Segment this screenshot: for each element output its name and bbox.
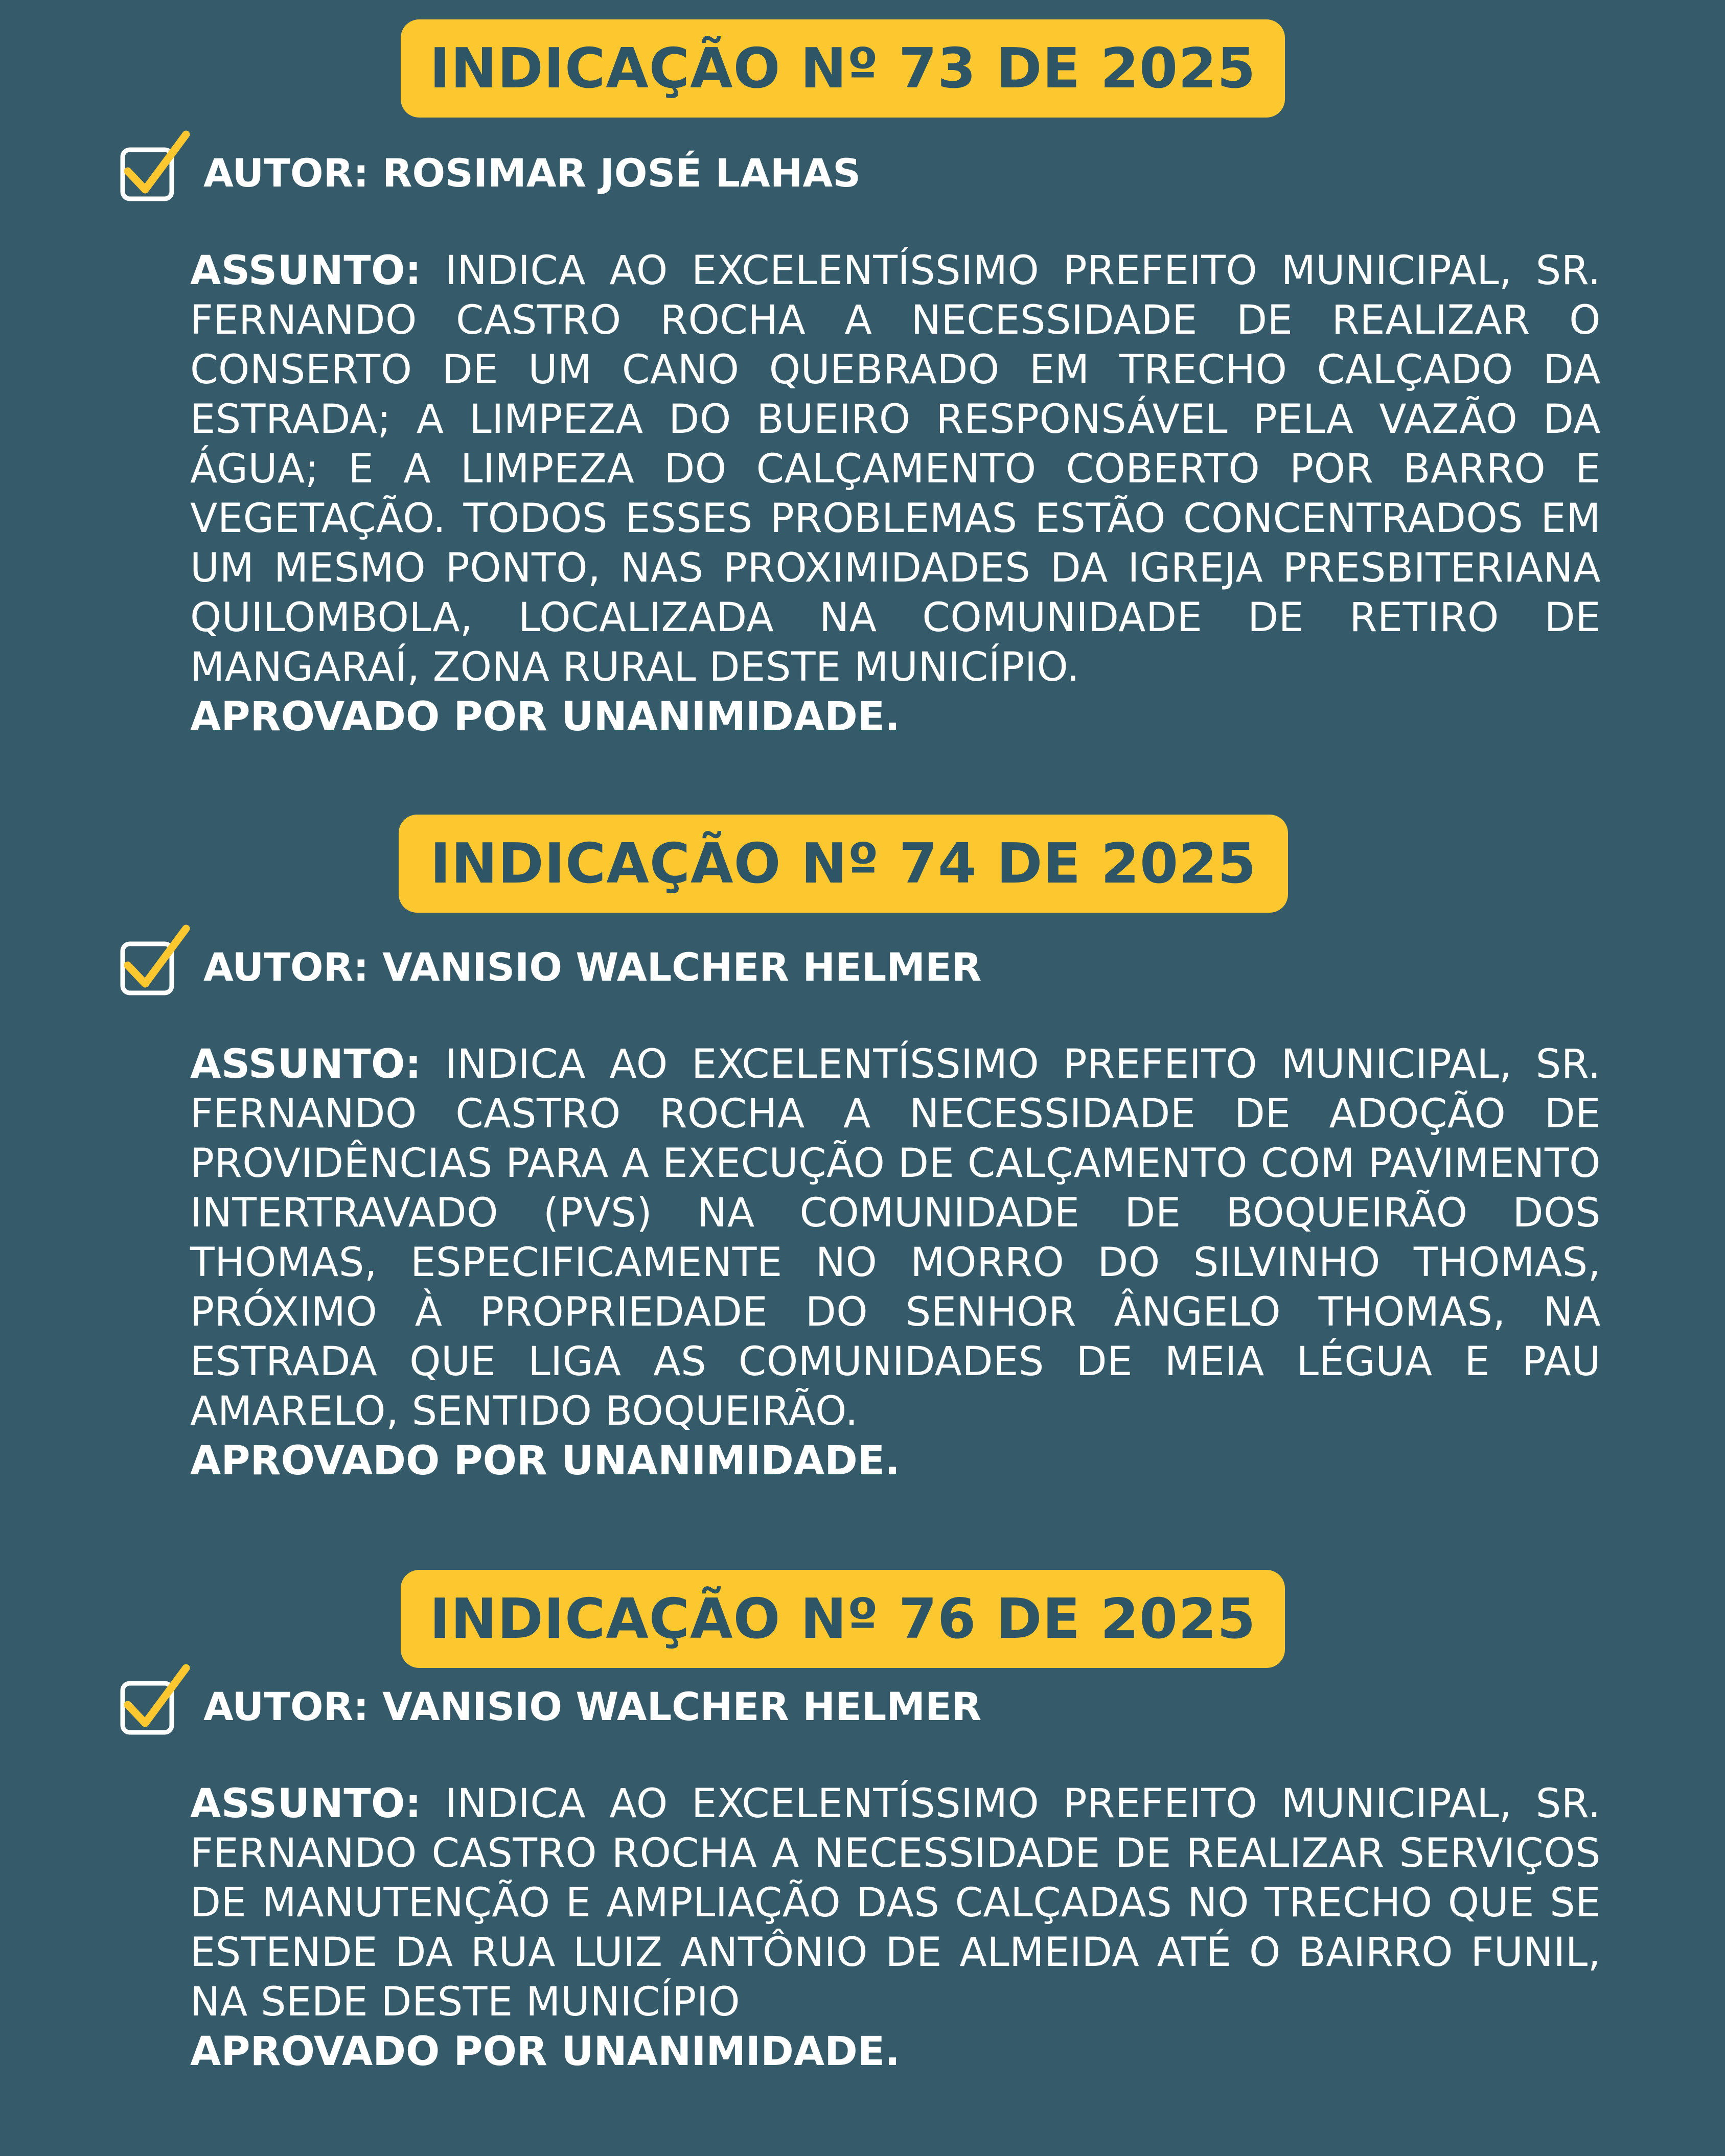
approval-status: APROVADO POR UNANIMIDADE. bbox=[190, 1438, 900, 1484]
subject-block bbox=[190, 1779, 1601, 2077]
author-name: AUTOR: ROSIMAR JOSÉ LAHAS bbox=[203, 150, 861, 196]
subject-label: ASSUNTO: bbox=[190, 1041, 422, 1087]
subject-label: ASSUNTO: bbox=[190, 248, 422, 294]
indication-title-pill bbox=[401, 19, 1285, 118]
subject-paragraph bbox=[190, 246, 1601, 692]
author-row bbox=[119, 936, 981, 998]
checkbox-check-icon bbox=[119, 923, 190, 1000]
author-row bbox=[119, 142, 861, 203]
subject-text: INDICA AO EXCELENTÍSSIMO PREFEITO MUNICIPAL, SR. FERNANDO CASTRO ROCHA A NECESSIDADE DE ADOÇÃO DE PROVIDÊNCIAS PARA A EXECUÇÃO DE CALÇAMENTO COM PAVIMENTO INTERTRAVADO (PVS) NA COMUNIDADE DE BOQUEIRÃO DOS THOMAS, ESPECIFICAMENTE NO MORRO DO SILVINHO THOMAS, PRÓXIMO À PROPRIEDADE DO SENHOR ÂNGELO THOMAS, NA ESTRADA QUE LIGA AS COMUNIDADES DE MEIA LÉGUA E PAU AMARELO, SENTIDO BOQUEIRÃO. bbox=[190, 1041, 1601, 1434]
subject-block bbox=[190, 246, 1601, 742]
subject-text: INDICA AO EXCELENTÍSSIMO PREFEITO MUNICIPAL, SR. FERNANDO CASTRO ROCHA A NECESSIDADE DE REALIZAR O CONSERTO DE UM CANO QUEBRADO EM TRECHO CALÇADO DA ESTRADA; A LIMPEZA DO BUEIRO RESPONSÁVEL PELA VAZÃO DA ÁGUA; E A LIMPEZA DO CALÇAMENTO COBERTO POR BARRO E VEGETAÇÃO. TODOS ESSES PROBLEMAS ESTÃO CONCENTRADOS EM UM MESMO PONTO, NAS PROXIMIDADES DA IGREJA PRESBITERIANA QUILOMBOLA, LOCALIZADA NA COMUNIDADE DE RETIRO DE MANGARAÍ, ZONA RURAL DESTE MUNICÍPIO. bbox=[190, 248, 1601, 690]
subject-label: ASSUNTO: bbox=[190, 1781, 422, 1827]
indication-title: INDICAÇÃO Nº 73 DE 2025 bbox=[429, 36, 1256, 101]
subject-paragraph bbox=[190, 1040, 1601, 1436]
subject-paragraph bbox=[190, 1779, 1601, 2027]
checkbox-check-icon bbox=[119, 1663, 190, 1740]
indication-title-pill bbox=[401, 1570, 1285, 1668]
approval-status: APROVADO POR UNANIMIDADE. bbox=[190, 2029, 900, 2075]
approval-status: APROVADO POR UNANIMIDADE. bbox=[190, 694, 900, 740]
indication-title-pill bbox=[399, 815, 1288, 913]
checkbox-check-icon bbox=[119, 129, 190, 206]
indication-title: INDICAÇÃO Nº 74 DE 2025 bbox=[430, 831, 1257, 896]
author-name: AUTOR: VANISIO WALCHER HELMER bbox=[203, 944, 982, 990]
subject-block bbox=[190, 1040, 1601, 1486]
indication-title: INDICAÇÃO Nº 76 DE 2025 bbox=[429, 1587, 1256, 1651]
subject-text: INDICA AO EXCELENTÍSSIMO PREFEITO MUNICIPAL, SR. FERNANDO CASTRO ROCHA A NECESSIDADE DE REALIZAR SERVIÇOS DE MANUTENÇÃO E AMPLIAÇÃO DAS CALÇADAS NO TRECHO QUE SE ESTENDE DA RUA LUIZ ANTÔNIO DE ALMEIDA ATÉ O BAIRRO FUNIL, NA SEDE DESTE MUNICÍPIO bbox=[190, 1781, 1601, 2025]
author-row bbox=[119, 1676, 981, 1737]
author-name: AUTOR: VANISIO WALCHER HELMER bbox=[203, 1683, 982, 1729]
